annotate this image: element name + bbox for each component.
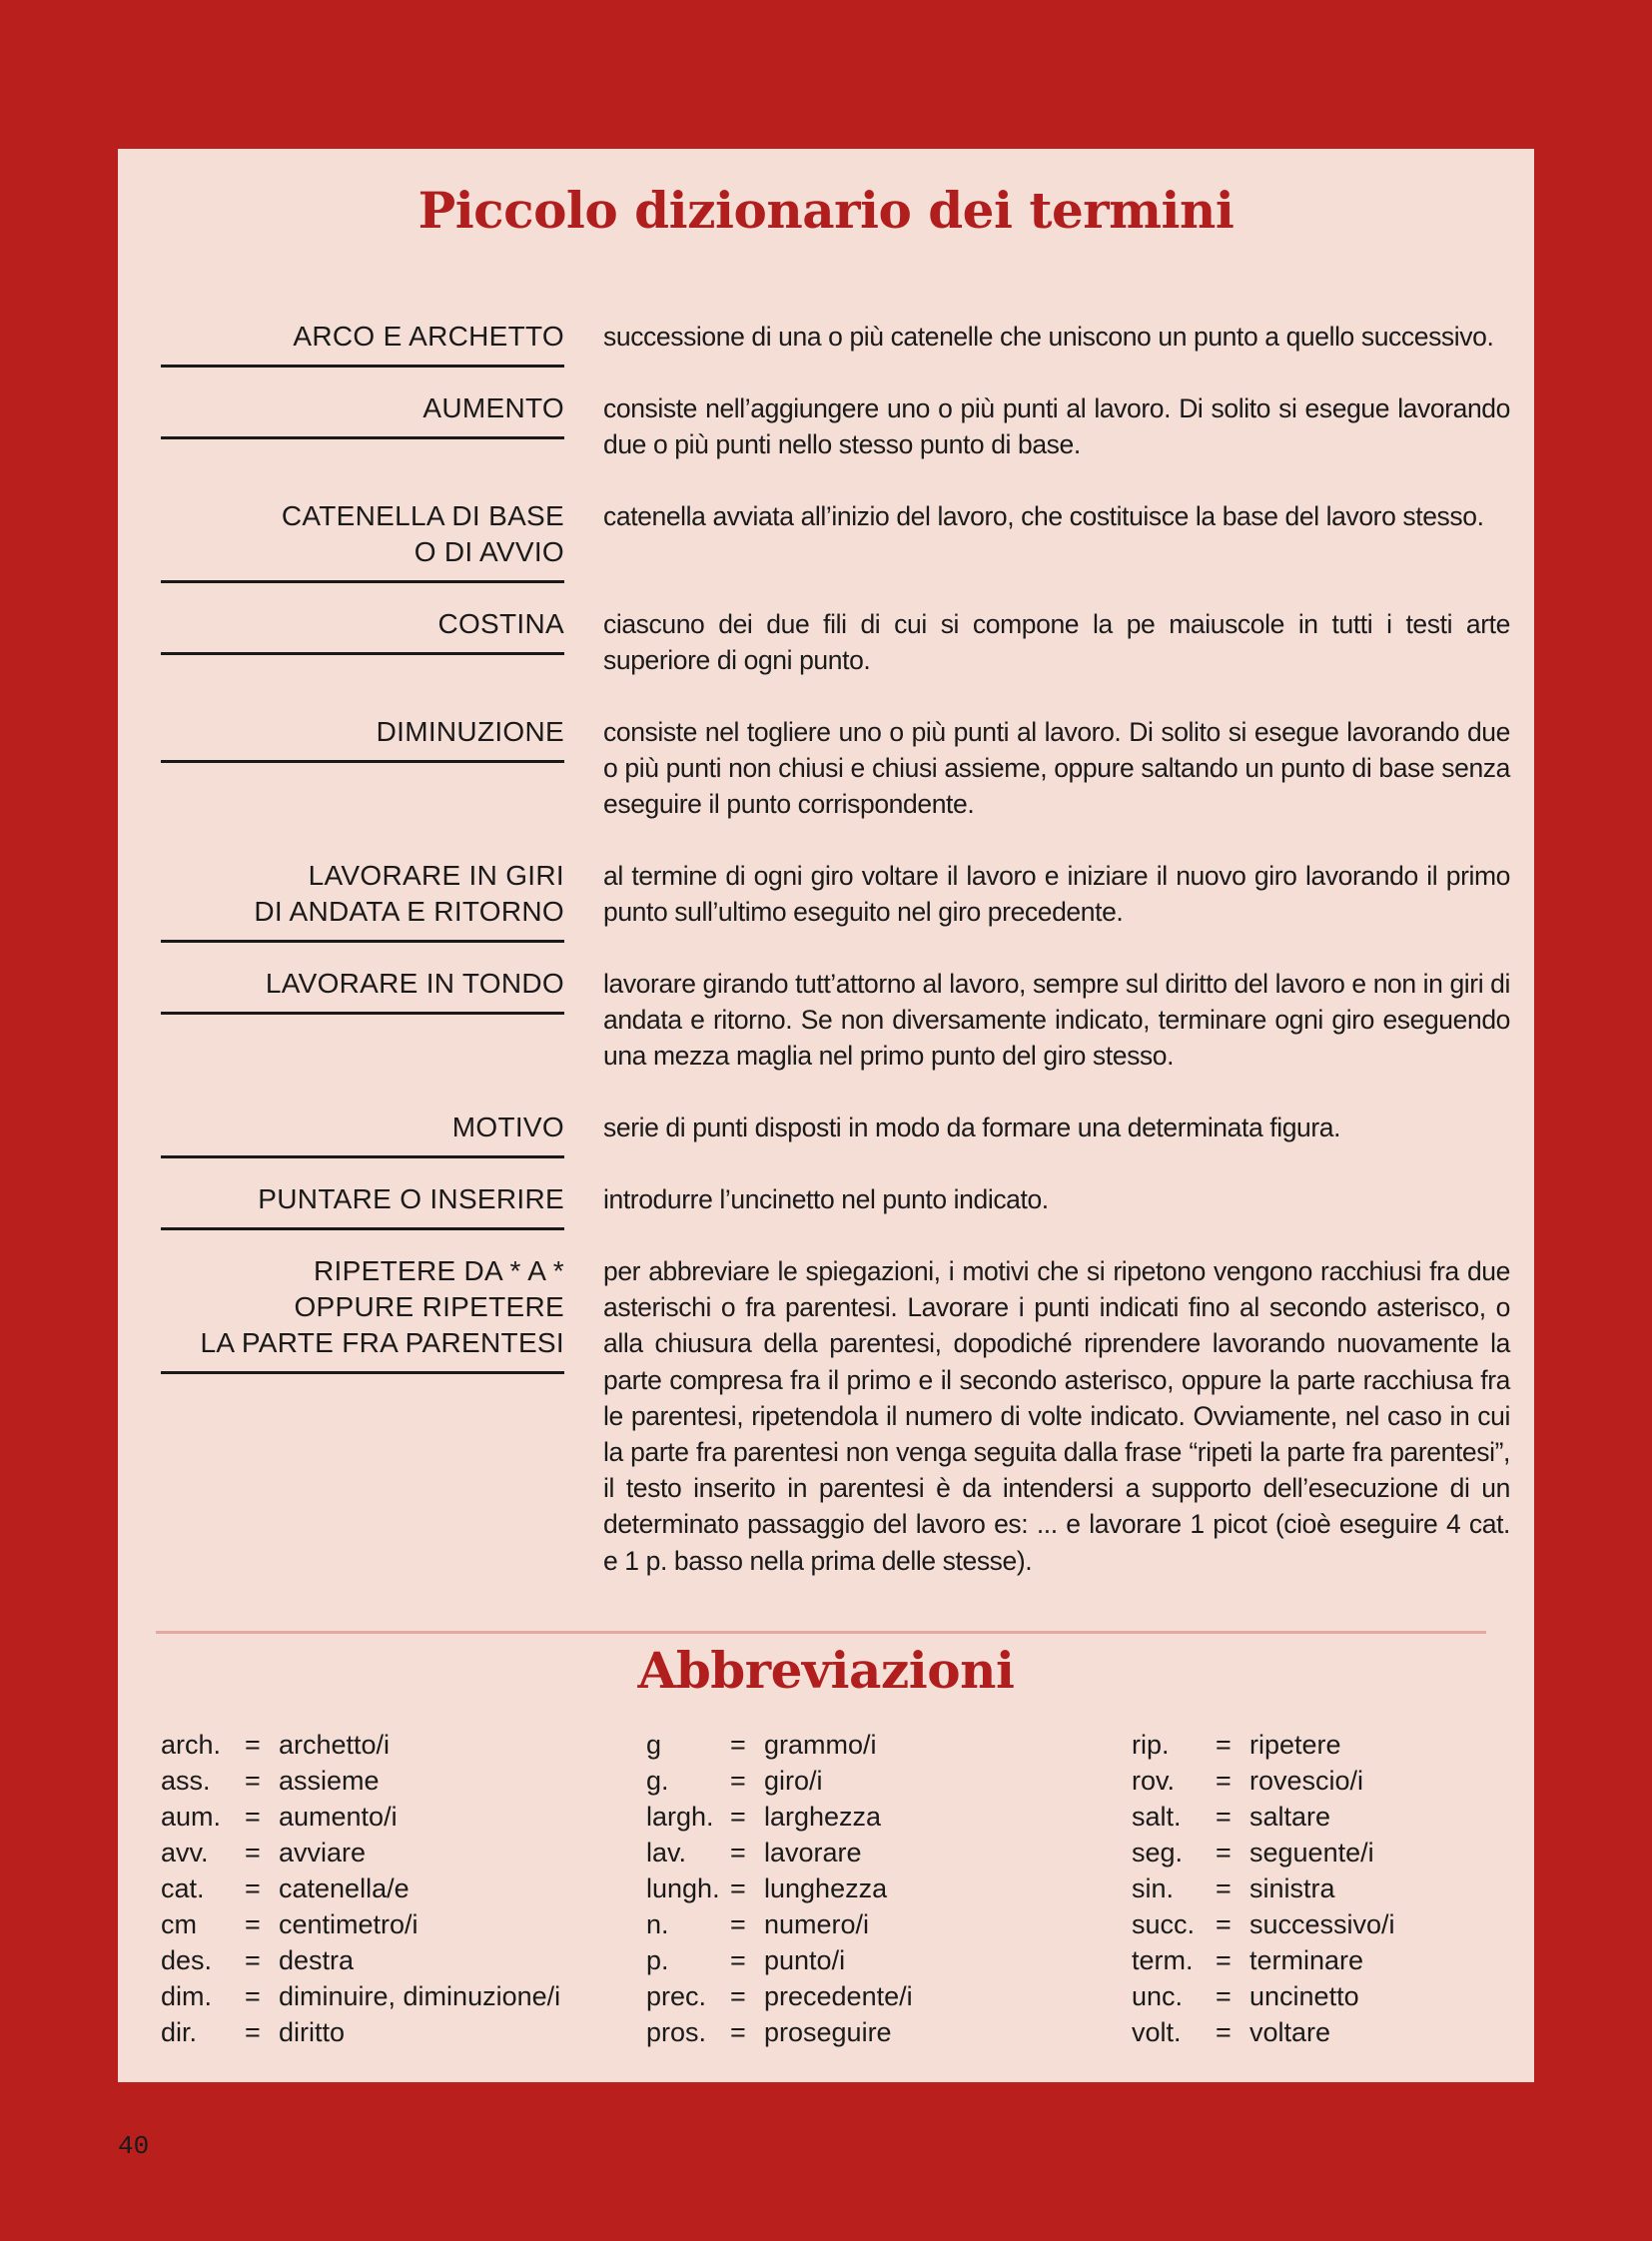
abbreviation-meaning: avviare	[279, 1838, 367, 1868]
term-underline	[161, 436, 564, 439]
term-definition: successione di una o più catenelle che uniscono un punto a quello successivo.	[603, 322, 1494, 352]
abbreviation-key: g	[646, 1730, 662, 1760]
term-label	[161, 606, 564, 642]
term-label-line: LAVORARE IN GIRI	[308, 860, 564, 891]
term-definition: introdurre l’uncinetto nel punto indicato.	[603, 1184, 1049, 1214]
abbreviation-meaning: assieme	[279, 1766, 380, 1796]
abbreviation-key: cm	[161, 1909, 197, 1939]
abbreviation-equals: =	[245, 1945, 261, 1975]
abbreviation-key: sin.	[1132, 1873, 1175, 1903]
term-underline	[161, 940, 564, 943]
term-definition: lavorare girando tutt’attorno al lavoro, sempre sul diritto del lavoro e non in giri di andata e ritorno. Se non diversamente indicato, terminare ogni giro eseguendo una mezza maglia nel primo punto del giro stesso.	[603, 969, 1510, 1072]
abbreviation-equals: =	[245, 2017, 261, 2047]
abbreviation-meaning: larghezza	[764, 1802, 882, 1832]
abbreviation-key: pros.	[646, 2017, 707, 2047]
term-label	[161, 966, 564, 1002]
term-underline	[161, 1371, 564, 1374]
term-label	[161, 1253, 564, 1361]
abbreviation-equals: =	[245, 1981, 261, 2011]
term-definition: al termine di ogni giro voltare il lavoro e iniziare il nuovo giro lavorando il primo punto sull’ultimo eseguito nel giro precedente.	[603, 861, 1510, 928]
abbreviation-key: n.	[646, 1909, 669, 1939]
term-label-line: ARCO E ARCHETTO	[293, 321, 564, 352]
abbreviation-equals: =	[245, 1873, 261, 1903]
term-label-line: O DI AVVIO	[413, 536, 564, 567]
abbreviation-key: des.	[161, 1945, 213, 1975]
term-label-line: PUNTARE O INSERIRE	[258, 1183, 564, 1214]
term-label-line: OPPURE RIPETERE	[294, 1291, 564, 1322]
term-label	[161, 319, 564, 355]
abbreviation-key: lungh.	[646, 1873, 720, 1903]
term-definition: serie di punti disposti in modo da formare una determinata figura.	[603, 1113, 1341, 1142]
abbreviation-meaning: punto/i	[764, 1945, 846, 1975]
abbreviation-equals: =	[245, 1909, 261, 1939]
abbreviation-equals: =	[730, 1981, 746, 2011]
abbreviation-equals: =	[730, 1802, 746, 1832]
abbreviation-equals: =	[1216, 1730, 1232, 1760]
abbreviation-meaning: seguente/i	[1249, 1838, 1374, 1868]
abbreviation-equals: =	[1216, 2017, 1232, 2047]
abbreviation-key: rip.	[1132, 1730, 1170, 1760]
abbreviation-key: dim.	[161, 1981, 213, 2011]
abbreviation-equals: =	[730, 1873, 746, 1903]
abbreviation-equals: =	[730, 1730, 746, 1760]
abbreviation-meaning: lavorare	[764, 1838, 862, 1868]
abbreviation-meaning: numero/i	[764, 1909, 870, 1939]
term-label-line: DIMINUZIONE	[376, 716, 564, 747]
abbreviation-meaning: grammo/i	[764, 1730, 877, 1760]
abbreviation-key: cat.	[161, 1873, 205, 1903]
abbreviation-meaning: rovescio/i	[1249, 1766, 1364, 1796]
abbreviation-meaning: precedente/i	[764, 1981, 913, 2011]
abbreviation-meaning: ripetere	[1249, 1730, 1341, 1760]
abbreviation-meaning: terminare	[1249, 1945, 1364, 1975]
term-label	[161, 1110, 564, 1145]
abbreviation-key: seg.	[1132, 1838, 1184, 1868]
term-underline	[161, 365, 564, 368]
term-label	[161, 714, 564, 750]
term-definition: catenella avviata all’inizio del lavoro, che costituisce la base del lavoro stesso.	[603, 501, 1484, 531]
abbreviation-equals: =	[245, 1766, 261, 1796]
abbreviation-key: largh.	[646, 1802, 714, 1832]
abbreviation-equals: =	[245, 1838, 261, 1868]
term-label	[161, 498, 564, 570]
abbreviation-key: rov.	[1132, 1766, 1176, 1796]
abbreviation-equals: =	[245, 1802, 261, 1832]
abbreviation-meaning: destra	[279, 1945, 355, 1975]
abbreviation-meaning: diritto	[279, 2017, 346, 2047]
abbreviation-meaning: giro/i	[764, 1766, 823, 1796]
abbreviation-meaning: centimetro/i	[279, 1909, 418, 1939]
abbreviation-equals: =	[1216, 1981, 1232, 2011]
abbreviation-key: avv.	[161, 1838, 209, 1868]
term-underline	[161, 652, 564, 655]
term-underline	[161, 1227, 564, 1230]
term-label-line: DI ANDATA E RITORNO	[254, 896, 564, 927]
abbreviation-meaning: diminuire, diminuzione/i	[279, 1981, 561, 2011]
abbreviation-meaning: sinistra	[1249, 1873, 1335, 1903]
term-definition: ciascuno dei due fili di cui si compone la pe maiuscole in tutti i testi arte superiore di ogni punto.	[603, 609, 1510, 676]
term-definition: consiste nel togliere uno o più punti al lavoro. Di solito si esegue lavorando due o più punti non chiusi e chiusi assieme, oppure saltando un punto di base senza eseguire il punto corrispondente.	[603, 717, 1510, 820]
abbreviation-equals: =	[730, 2017, 746, 2047]
abbreviation-equals: =	[1216, 1873, 1232, 1903]
abbreviation-equals: =	[1216, 1909, 1232, 1939]
abbreviation-equals: =	[245, 1730, 261, 1760]
term-underline	[161, 1155, 564, 1158]
term-label-line: COSTINA	[437, 608, 564, 639]
abbreviation-equals: =	[1216, 1945, 1232, 1975]
abbreviation-key: p.	[646, 1945, 669, 1975]
abbreviation-meaning: archetto/i	[279, 1730, 391, 1760]
term-underline	[161, 580, 564, 583]
abbreviation-meaning: aumento/i	[279, 1802, 398, 1832]
abbreviation-meaning: uncinetto	[1249, 1981, 1359, 2011]
term-label	[161, 858, 564, 930]
abbreviation-equals: =	[730, 1766, 746, 1796]
abbreviation-equals: =	[1216, 1838, 1232, 1868]
abbreviation-equals: =	[1216, 1766, 1232, 1796]
term-label	[161, 390, 564, 426]
abbreviation-key: salt.	[1132, 1802, 1182, 1832]
term-label-line: AUMENTO	[422, 392, 564, 423]
abbreviation-key: term.	[1132, 1945, 1194, 1975]
abbreviation-equals: =	[730, 1838, 746, 1868]
term-label-line: LAVORARE IN TONDO	[265, 968, 564, 999]
section-divider	[156, 1631, 1486, 1634]
abbreviation-equals: =	[1216, 1802, 1232, 1832]
abbreviation-key: unc.	[1132, 1981, 1184, 2011]
page-title: Piccolo dizionario dei termini	[417, 181, 1235, 240]
glossary-card	[118, 149, 1534, 2082]
abbreviation-equals: =	[730, 1945, 746, 1975]
abbreviation-key: arch.	[161, 1730, 222, 1760]
abbreviation-key: aum.	[161, 1802, 222, 1832]
abbreviation-equals: =	[730, 1909, 746, 1939]
abbreviation-key: lav.	[646, 1838, 687, 1868]
abbreviation-meaning: catenella/e	[279, 1873, 410, 1903]
abbreviation-key: dir.	[161, 2017, 198, 2047]
term-label	[161, 1181, 564, 1217]
abbreviations-title: Abbreviazioni	[637, 1641, 1015, 1700]
abbreviation-meaning: saltare	[1249, 1802, 1331, 1832]
abbreviation-meaning: lunghezza	[764, 1873, 888, 1903]
abbreviation-key: g.	[646, 1766, 669, 1796]
term-underline	[161, 760, 564, 763]
abbreviation-meaning: proseguire	[764, 2017, 892, 2047]
abbreviation-key: volt.	[1132, 2017, 1182, 2047]
abbreviation-meaning: voltare	[1249, 2017, 1331, 2047]
term-label-line: LA PARTE FRA PARENTESI	[200, 1327, 564, 1358]
term-underline	[161, 1012, 564, 1015]
abbreviation-meaning: successivo/i	[1249, 1909, 1395, 1939]
abbreviation-key: ass.	[161, 1766, 211, 1796]
term-definition: per abbreviare le spiegazioni, i motivi che si ripetono vengono racchiusi fra due asterischi o fra parentesi. Lavorare i punti indicati fino al secondo asterisco, o alla chiusura della parentesi, dopodiché riprendere lavorando nuovamente la parte compresa fra il primo e il secondo asterisco, oppure la parte racchiusa fra le parentesi, ripetendola il numero di volte indicato. Ovviamente, nel caso in cui la parte fra parentesi non venga seguita dalla frase “ripeti la parte fra parentesi”, il testo inserito in parentesi è da intendersi a supporto dell’esecuzione di un determinato passaggio del lavoro es: ... e lavorare 1 picot (cioè eseguire 4 cat. e 1 p. basso nella prima delle stesse).	[603, 1256, 1510, 1576]
abbreviation-key: succ.	[1132, 1909, 1196, 1939]
term-label-line: RIPETERE DA * A *	[314, 1255, 564, 1286]
abbreviation-key: prec.	[646, 1981, 707, 2011]
term-label-line: MOTIVO	[451, 1112, 564, 1142]
term-definition: consiste nell’aggiungere uno o più punti al lavoro. Di solito si esegue lavorando due o più punti nello stesso punto di base.	[603, 393, 1510, 460]
page-number: 40	[118, 2131, 150, 2161]
term-label-line: CATENELLA DI BASE	[281, 500, 564, 531]
